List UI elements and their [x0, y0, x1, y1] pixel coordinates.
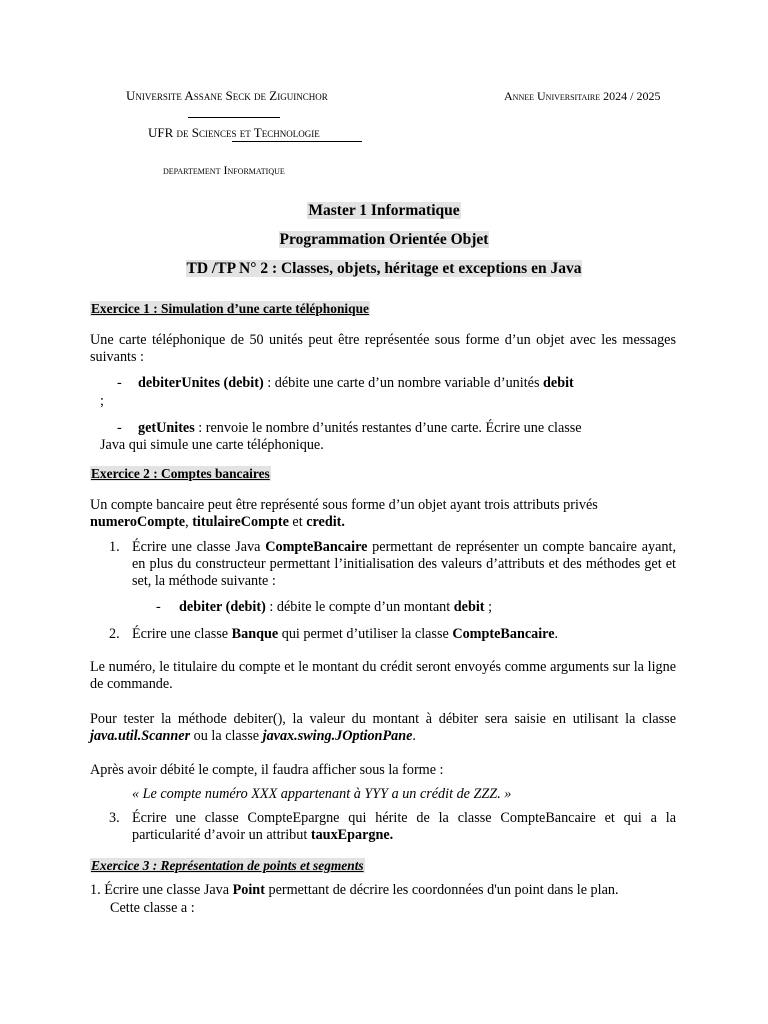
- exercise-1-item-debiter-cont: ;: [100, 393, 104, 409]
- bullet-dash: -: [117, 375, 122, 391]
- exercise-2-heading: Exercice 2 : Comptes bancaires: [91, 466, 270, 481]
- bullet-dash: -: [117, 420, 122, 436]
- exercise-2-paragraph-display: Après avoir débité le compte, il faudra afficher sous la forme :: [90, 762, 444, 778]
- exercise-2-sub-debiter: debiter (debit) : débite le compte d’un montant debit ;: [179, 599, 493, 615]
- exercise-3-heading: Exercice 3 : Représentation de points et segments: [91, 858, 364, 873]
- exercise-1-item-getunites-cont: Java qui simule une carte téléphonique.: [100, 437, 324, 453]
- exercise-1-item-debiter: debiterUnites (debit) : débite une carte d’un nombre variable d’unités debit: [138, 375, 574, 391]
- question-number: 1.: [109, 539, 120, 555]
- academic-year: Annee Universitaire 2024 / 2025: [504, 89, 661, 103]
- exercise-2-question-1: Écrire une classe Java CompteBancaire permettant de représenter un compte bancaire ayant, en plus du constructeur permettant l’initialisation des valeurs d’attributs et des méthodes get et set, la méthode suivante :: [132, 539, 676, 589]
- exercise-2-paragraph-args: Le numéro, le titulaire du compte et le montant du crédit seront envoyés comme arguments sur la ligne de commande.: [90, 659, 676, 692]
- exercise-2-question-3: Écrire une classe CompteEpargne qui hérite de la classe CompteBancaire et qui a la particularité d’avoir un attribut tauxEpargne.: [132, 810, 676, 843]
- exercise-1-intro: Une carte téléphonique de 50 unités peut être représentée sous forme d’un objet avec les messages suivants :: [90, 332, 676, 365]
- exercise-1-heading: Exercice 1 : Simulation d’une carte téléphonique: [91, 301, 369, 316]
- exercise-1-item-getunites: getUnites : renvoie le nombre d’unités restantes d’une carte. Écrire une classe: [138, 420, 582, 436]
- question-number: 2.: [109, 626, 120, 642]
- university-name: Universite Assane Seck de Ziguinchor: [126, 88, 328, 103]
- exercise-3-question-1-cont: Cette classe a :: [110, 900, 195, 916]
- header-divider: [188, 117, 280, 118]
- exercise-2-question-2: Écrire une classe Banque qui permet d’utiliser la classe CompteBancaire.: [132, 626, 559, 642]
- department-name: departement Informatique: [163, 163, 285, 177]
- exercise-2-quote: « Le compte numéro XXX appartenant à YYY a un crédit de ZZZ. »: [132, 786, 512, 802]
- title-course: Programmation Orientée Objet: [279, 231, 489, 248]
- exercise-2-intro: Un compte bancaire peut être représenté sous forme d’un objet ayant trois attributs privés numeroCompte, titulaireCompte et credit.: [90, 497, 598, 530]
- bullet-dash: -: [156, 599, 161, 615]
- exercise-3-question-1: 1. Écrire une classe Java Point permettant de décrire les coordonnées d'un point dans le plan.: [90, 882, 619, 898]
- exercise-2-paragraph-test: Pour tester la méthode debiter(), la valeur du montant à débiter sera saisie en utilisant la classe java.util.Scanner ou la classe javax.swing.JOptionPane.: [90, 711, 676, 744]
- question-number: 3.: [109, 810, 120, 826]
- ufr-name: UFR de Sciences et Technologie: [148, 125, 320, 140]
- title-td: TD /TP N° 2 : Classes, objets, héritage et exceptions en Java: [186, 260, 582, 277]
- ufr-underline: [232, 141, 362, 142]
- title-master: Master 1 Informatique: [308, 202, 460, 219]
